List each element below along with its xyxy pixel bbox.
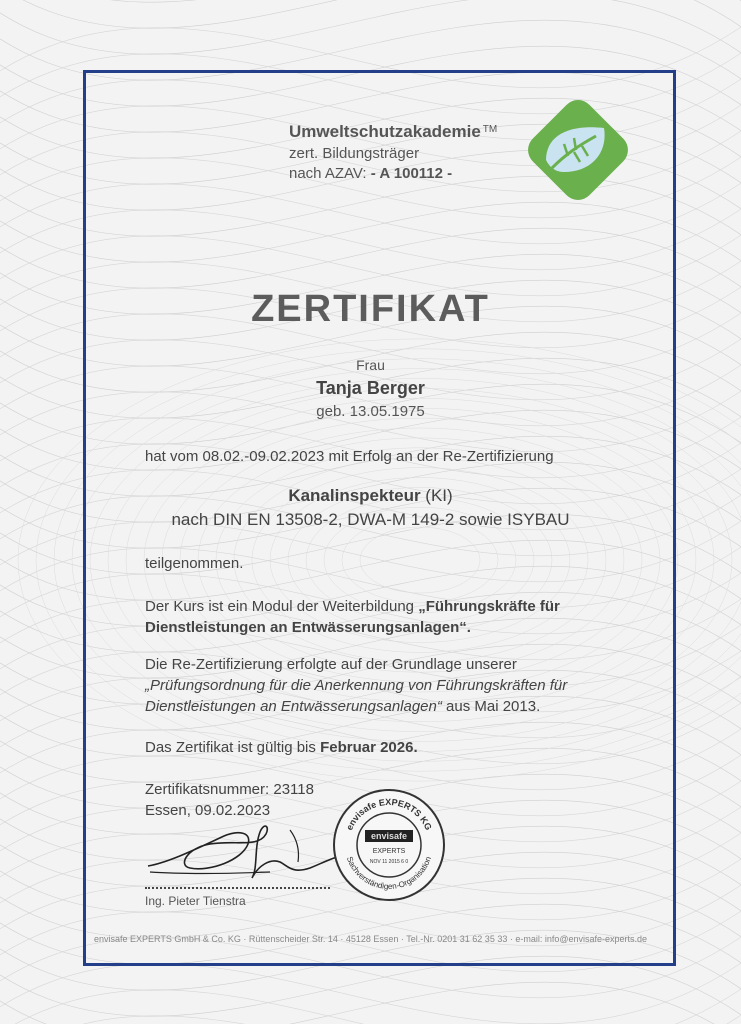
issuer-name: Umweltschutzakademie ™ [289, 122, 498, 141]
issuer-accreditation: zert. Bildungsträger [289, 145, 420, 162]
company-stamp [331, 787, 447, 903]
svg-text:NOV 11 2015 6 0: NOV 11 2015 6 0 [369, 859, 409, 865]
trademark-mark: TM [482, 124, 498, 135]
leaf-icon [516, 88, 640, 212]
recipient-salutation: Frau [356, 357, 385, 373]
svg-text:envisafe EXPERTS KG: envisafe EXPERTS KG [344, 796, 434, 832]
certificate-number: Zertifikatsnummer: 23118 [145, 781, 314, 798]
svg-text:Sachverständigen-Organisation: Sachverständigen-Organisation [344, 855, 434, 892]
issuer-azav: nach AZAV: - A 100112 - [289, 165, 453, 182]
participated-text: teilgenommen. [145, 555, 244, 572]
recipient-name: Tanja Berger [316, 378, 425, 398]
place-date: Essen, 09.02.2023 [145, 802, 271, 819]
signer-name: Ing. Pieter Tienstra [145, 894, 246, 908]
svg-text:envisafe: envisafe [370, 831, 408, 841]
module-text: Der Kurs ist ein Modul der Weiterbildung „Führungskräfte für Dienstleistungen an Entwässerungsanlagen“. [145, 598, 560, 636]
course-title: Kanalinspekteur (KI) [288, 486, 453, 505]
validity-text: Das Zertifikat ist gültig bis Februar 2026. [145, 739, 418, 756]
recipient-birthdate: geb. 13.05.1975 [316, 403, 425, 420]
course-norm: nach DIN EN 13508-2, DWA-M 149-2 sowie ISYBAU [171, 510, 570, 529]
participation-text: hat vom 08.02.-09.02.2023 mit Erfolg an der Re-Zertifizierung [145, 448, 554, 465]
svg-text:EXPERTS: EXPERTS [372, 848, 406, 855]
signature-line [145, 887, 330, 889]
footer-contact: envisafe EXPERTS GmbH & Co. KG · Rüttenscheider Str. 14 · 45128 Essen · Tel.-Nr. 0201 31 62 35 33 · e-mail: info@envisafe-experts.de [93, 934, 648, 944]
certificate-title: ZERTIFIKAT [251, 288, 490, 330]
signature [140, 818, 340, 888]
basis-text: Die Re-Zertifizierung erfolgte auf der Grundlage unserer „Prüfungsordnung für die Anerkennung von Führungskräften für Dienstleistungen an Entwässerungsanlagen“ aus Mai 2013. [145, 656, 568, 715]
